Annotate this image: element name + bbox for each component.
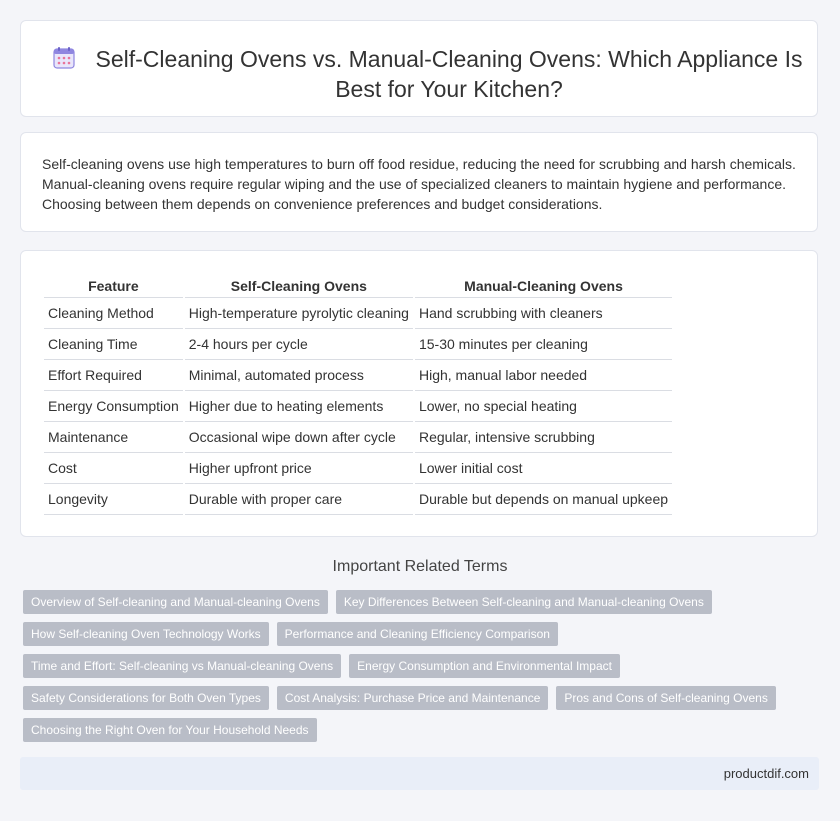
table-header-row (44, 275, 672, 297)
table-row (44, 297, 672, 328)
related-term-tag[interactable]: Pros and Cons of Self-cleaning Ovens (556, 686, 775, 710)
table-cell: 2-4 hours per cycle (185, 328, 413, 359)
comparison-table (42, 275, 674, 515)
related-terms-heading: Important Related Terms (332, 558, 508, 575)
table-cell: Occasional wipe down after cycle (185, 421, 413, 452)
table-cell: High-temperature pyrolytic cleaning (185, 297, 413, 328)
related-term-tag[interactable]: Safety Considerations for Both Oven Types (23, 686, 269, 710)
column-header: Feature (88, 278, 139, 294)
table-row (44, 328, 672, 359)
tag-row (23, 654, 803, 678)
related-term-tag[interactable]: How Self-cleaning Oven Technology Works (23, 622, 269, 646)
table-cell: 15-30 minutes per cleaning (415, 328, 672, 359)
related-term-tag[interactable]: Time and Effort: Self-cleaning vs Manual-cleaning Ovens (23, 654, 341, 678)
table-row (44, 359, 672, 390)
page-title: Self-Cleaning Ovens vs. Manual-Cleaning Ovens: Which Appliance Is Best for Your Kitchen? (95, 46, 803, 102)
table-cell: Regular, intensive scrubbing (415, 421, 672, 452)
related-term-tag[interactable]: Cost Analysis: Purchase Price and Maintenance (277, 686, 548, 710)
intro-card (20, 132, 818, 232)
table-cell: Cleaning Method (44, 297, 183, 328)
table-cell: Cleaning Time (44, 328, 183, 359)
table-cell: Higher upfront price (185, 452, 413, 483)
table-cell: Lower initial cost (415, 452, 672, 483)
table-row (44, 421, 672, 452)
table-row (44, 390, 672, 421)
footer-site-link[interactable]: productdif.com (723, 766, 809, 781)
tag-row (23, 718, 803, 742)
calendar-icon (52, 46, 76, 70)
column-header: Self-Cleaning Ovens (230, 278, 367, 294)
table-cell: Durable but depends on manual upkeep (415, 483, 672, 515)
tag-row (23, 590, 803, 614)
table-cell: Cost (44, 452, 183, 483)
related-terms-list (23, 590, 803, 750)
table-cell: Energy Consumption (44, 390, 183, 421)
related-term-tag[interactable]: Choosing the Right Oven for Your Household Needs (23, 718, 317, 742)
related-term-tag[interactable]: Performance and Cleaning Efficiency Comparison (277, 622, 558, 646)
table-cell: Longevity (44, 483, 183, 515)
tag-row (23, 686, 803, 710)
table-cell: Lower, no special heating (415, 390, 672, 421)
table-cell: Minimal, automated process (185, 359, 413, 390)
title-card (20, 20, 818, 117)
related-term-tag[interactable]: Overview of Self-cleaning and Manual-cleaning Ovens (23, 590, 328, 614)
table-cell: Higher due to heating elements (185, 390, 413, 421)
table-row (44, 452, 672, 483)
related-term-tag[interactable]: Energy Consumption and Environmental Impact (349, 654, 620, 678)
footer (20, 757, 819, 790)
related-term-tag[interactable]: Key Differences Between Self-cleaning and Manual-cleaning Ovens (336, 590, 712, 614)
column-header: Manual-Cleaning Ovens (464, 278, 623, 294)
table-cell: High, manual labor needed (415, 359, 672, 390)
table-cell: Effort Required (44, 359, 183, 390)
comparison-card (20, 250, 818, 537)
table-cell: Maintenance (44, 421, 183, 452)
intro-paragraph: Self-cleaning ovens use high temperatures to burn off food residue, reducing the need for scrubbing and harsh chemicals. Manual-cleaning ovens require regular wiping and the use of specialized cleaners to maintain hygiene and performance. Choosing between them depends on convenience preferences and budget considerations. (42, 156, 796, 212)
table-cell: Hand scrubbing with cleaners (415, 297, 672, 328)
table-cell: Durable with proper care (185, 483, 413, 515)
tag-row (23, 622, 803, 646)
table-row (44, 483, 672, 515)
